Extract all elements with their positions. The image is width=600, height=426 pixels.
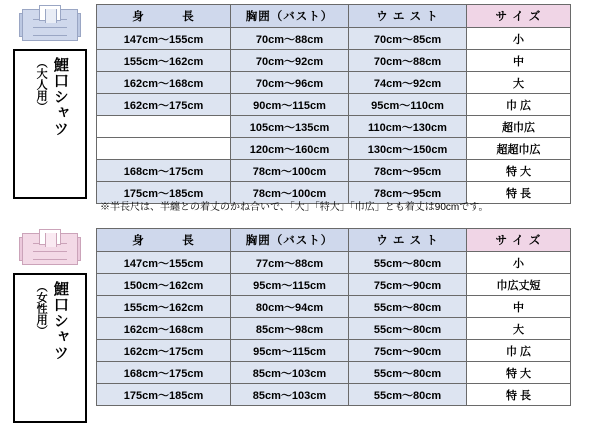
cell-waist: 55cm〜80cm bbox=[349, 296, 467, 318]
table-row bbox=[97, 94, 571, 116]
table-row bbox=[97, 28, 571, 50]
adult-size-table bbox=[96, 4, 571, 204]
cell-bust: 78cm〜100cm bbox=[231, 160, 349, 182]
adult-title-box bbox=[13, 49, 87, 199]
cell-height: 162cm〜168cm bbox=[97, 318, 231, 340]
cell-height: 155cm〜162cm bbox=[97, 296, 231, 318]
cell-waist: 78cm〜95cm bbox=[349, 160, 467, 182]
table-row bbox=[97, 50, 571, 72]
cell-height: 155cm〜162cm bbox=[97, 50, 231, 72]
cell-bust: 70cm〜92cm bbox=[231, 50, 349, 72]
ladies-size-table bbox=[96, 228, 571, 406]
cell-height bbox=[97, 138, 231, 160]
ladies-left-column bbox=[4, 228, 96, 423]
cell-bust: 85cm〜103cm bbox=[231, 362, 349, 384]
column-header-waist: ウ エ ス ト bbox=[349, 5, 467, 28]
cell-size: 小 bbox=[467, 28, 571, 50]
column-header-bust: 胸囲（バスト） bbox=[231, 5, 349, 28]
cell-waist: 75cm〜90cm bbox=[349, 340, 467, 362]
table-row bbox=[97, 252, 571, 274]
cell-size: 中 bbox=[467, 50, 571, 72]
cell-bust: 95cm〜115cm bbox=[231, 340, 349, 362]
table-row bbox=[97, 116, 571, 138]
cell-size: 特 大 bbox=[467, 362, 571, 384]
cell-bust: 80cm〜94cm bbox=[231, 296, 349, 318]
cell-bust: 70cm〜88cm bbox=[231, 28, 349, 50]
cell-bust: 70cm〜96cm bbox=[231, 72, 349, 94]
cell-waist: 55cm〜80cm bbox=[349, 252, 467, 274]
cell-size: 大 bbox=[467, 72, 571, 94]
cell-size: 特 長 bbox=[467, 182, 571, 204]
koi-shirt-ladies-illustration bbox=[19, 229, 81, 269]
table-row bbox=[97, 318, 571, 340]
cell-size: 大 bbox=[467, 318, 571, 340]
ladies-section bbox=[4, 228, 571, 423]
cell-size: 中 bbox=[467, 296, 571, 318]
cell-height: 168cm〜175cm bbox=[97, 362, 231, 384]
table-row bbox=[97, 296, 571, 318]
adult-left-column bbox=[4, 4, 96, 199]
table-row bbox=[97, 384, 571, 406]
table-row bbox=[97, 72, 571, 94]
cell-waist: 70cm〜85cm bbox=[349, 28, 467, 50]
adult-title-main: 鯉口シャツ bbox=[51, 57, 68, 137]
cell-height: 150cm〜162cm bbox=[97, 274, 231, 296]
cell-size: 超巾広 bbox=[467, 116, 571, 138]
cell-size: 巾 広 bbox=[467, 94, 571, 116]
table-row bbox=[97, 274, 571, 296]
cell-bust: 78cm〜100cm bbox=[231, 182, 349, 204]
cell-bust: 105cm〜135cm bbox=[231, 116, 349, 138]
column-header-height: 身 長 bbox=[97, 229, 231, 252]
cell-bust: 77cm〜88cm bbox=[231, 252, 349, 274]
cell-waist: 70cm〜88cm bbox=[349, 50, 467, 72]
koi-shirt-adult-illustration bbox=[19, 5, 81, 45]
cell-waist: 55cm〜80cm bbox=[349, 362, 467, 384]
table-row bbox=[97, 138, 571, 160]
cell-size: 特 長 bbox=[467, 384, 571, 406]
cell-size: 特 大 bbox=[467, 160, 571, 182]
table-row bbox=[97, 340, 571, 362]
cell-height: 147cm〜155cm bbox=[97, 28, 231, 50]
column-header-height: 身 長 bbox=[97, 5, 231, 28]
cell-height bbox=[97, 116, 231, 138]
ladies-title-box bbox=[13, 273, 87, 423]
column-header-bust: 胸囲（バスト） bbox=[231, 229, 349, 252]
cell-height: 175cm〜185cm bbox=[97, 384, 231, 406]
cell-size: 巾 広 bbox=[467, 340, 571, 362]
cell-waist: 78cm〜95cm bbox=[349, 182, 467, 204]
table-header-row bbox=[97, 229, 571, 252]
cell-bust: 85cm〜103cm bbox=[231, 384, 349, 406]
cell-height: 175cm〜185cm bbox=[97, 182, 231, 204]
cell-size: 巾広丈短 bbox=[467, 274, 571, 296]
cell-bust: 120cm〜160cm bbox=[231, 138, 349, 160]
cell-bust: 85cm〜98cm bbox=[231, 318, 349, 340]
table-row bbox=[97, 160, 571, 182]
cell-height: 147cm〜155cm bbox=[97, 252, 231, 274]
column-header-waist: ウ エ ス ト bbox=[349, 229, 467, 252]
cell-size: 超超巾広 bbox=[467, 138, 571, 160]
cell-height: 162cm〜175cm bbox=[97, 340, 231, 362]
cell-waist: 55cm〜80cm bbox=[349, 384, 467, 406]
ladies-title-main: 鯉口シャツ bbox=[51, 281, 68, 361]
cell-waist: 95cm〜110cm bbox=[349, 94, 467, 116]
cell-waist: 74cm〜92cm bbox=[349, 72, 467, 94]
cell-waist: 75cm〜90cm bbox=[349, 274, 467, 296]
cell-height: 168cm〜175cm bbox=[97, 160, 231, 182]
adult-note: ※半長尺は、半纏との着丈のかね合いで、「大」「特大」「巾広」とも着丈は90cmです。 bbox=[100, 202, 489, 213]
cell-waist: 55cm〜80cm bbox=[349, 318, 467, 340]
ladies-title-sub: （女性用） bbox=[35, 281, 48, 336]
table-header-row bbox=[97, 5, 571, 28]
cell-height: 162cm〜168cm bbox=[97, 72, 231, 94]
adult-title-sub: （大人用） bbox=[35, 57, 48, 112]
column-header-size: サ イ ズ bbox=[467, 229, 571, 252]
cell-height: 162cm〜175cm bbox=[97, 94, 231, 116]
table-row bbox=[97, 362, 571, 384]
cell-bust: 95cm〜115cm bbox=[231, 274, 349, 296]
cell-size: 小 bbox=[467, 252, 571, 274]
cell-bust: 90cm〜115cm bbox=[231, 94, 349, 116]
cell-waist: 130cm〜150cm bbox=[349, 138, 467, 160]
cell-waist: 110cm〜130cm bbox=[349, 116, 467, 138]
adult-section bbox=[4, 4, 571, 204]
column-header-size: サ イ ズ bbox=[467, 5, 571, 28]
